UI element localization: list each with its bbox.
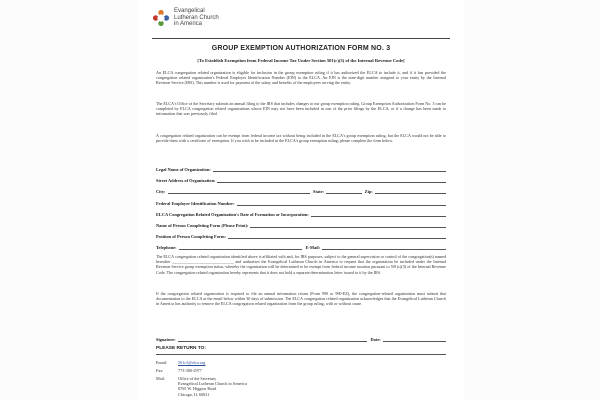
return-mail	[156, 376, 247, 397]
address-line: Office of the Secretary	[178, 376, 217, 381]
formation-row	[156, 211, 446, 217]
logo-line: in America	[174, 21, 203, 28]
field-label: Legal Name of Organization:	[156, 167, 211, 172]
street-row	[156, 177, 446, 183]
elca-logo	[152, 8, 219, 28]
legal-name-input[interactable]	[213, 167, 446, 172]
field-label: Federal Employer Identification Number:	[156, 201, 235, 206]
address-line: 8765 W. Higgins Road	[178, 386, 217, 392]
return-heading: PLEASE RETURN TO:	[156, 346, 207, 351]
email-input[interactable]	[322, 245, 446, 250]
form-title: GROUP EXEMPTION AUTHORIZATION FORM NO. 3	[211, 45, 391, 52]
form-document	[138, 0, 464, 400]
mail-address	[178, 376, 247, 397]
contact-label: Email:	[156, 360, 168, 365]
logo-wordmark	[174, 8, 219, 28]
telephone-input[interactable]	[179, 245, 303, 250]
field-label: City:	[156, 189, 166, 194]
zip-input[interactable]	[375, 189, 446, 194]
position-row	[156, 233, 446, 239]
address-line: Chicago, IL 60631	[178, 391, 210, 397]
position-input[interactable]	[228, 234, 446, 239]
formation-date-input[interactable]	[311, 212, 446, 217]
street-input[interactable]	[217, 178, 446, 183]
person-name-row	[156, 222, 446, 228]
city-input[interactable]	[168, 189, 311, 194]
field-label: ELCA Congregation Related Organization's Date of Formation or Incorporation:	[156, 212, 309, 217]
field-label: Telephone:	[156, 245, 177, 250]
field-label: Zip:	[364, 189, 373, 194]
ein-input[interactable]	[237, 201, 446, 206]
field-label: E-Mail:	[305, 245, 321, 250]
contact-row	[156, 244, 446, 250]
field-label: Date:	[370, 337, 381, 342]
address-line: Evangelical Lutheran Church in America	[178, 381, 247, 387]
cross-logo-icon	[152, 9, 170, 27]
header-rule	[152, 38, 450, 39]
person-name-input[interactable]	[250, 223, 446, 228]
signature-input[interactable]	[178, 337, 368, 342]
intro-paragraph: An ELCA congregation related organization is eligible for inclusion in the group exemption ruling if it has authorized the ELCA to include it, and if it has provided the congregation related organization's Federal Employer Identification Number (EIN) to the ELCA. An EIN is the nine-digit number assigned to your entity by the Internal Revenue Service (IRS). This number is used for payment of the salary and benefits of the employees serving the entity.	[156, 70, 446, 86]
date-input[interactable]	[383, 337, 446, 342]
field-label: Street Address of Organization:	[156, 178, 216, 183]
email-link[interactable]: 501c3@elca.org	[178, 360, 206, 365]
field-label: Name of Person Completing Form (Please Print):	[156, 223, 249, 228]
field-label: Signature:	[156, 337, 176, 342]
intro-paragraph: A congregation related organization can be exempt from federal income tax without being included in the ELCA's group exemption ruling, but the ELCA would not be able to provide them with a certificate of exemption. If you wish to be included in the ELCA's group exemption ruling, please complete the form below.	[156, 133, 446, 144]
logo-line: Evangelical	[174, 8, 205, 14]
return-fax	[156, 368, 202, 373]
signature-row	[156, 336, 446, 342]
return-rule	[156, 354, 446, 355]
field-label: Position of Person Completing Form:	[156, 234, 226, 239]
authorization-paragraph: If the congregation related organization is required to file an annual information return (Form 990 or 990-EZ), the congregation-related organization must submit that documentation to the ELCA at the email below within 30 days of submission. The ELCA congregation related organization acknowledges that the Evangelical Lutheran Church in America has authority to remove the ELCA congregation related organization from the group ruling, with or without cause.	[156, 291, 446, 307]
city-row	[156, 188, 446, 194]
contact-label: Mail:	[156, 376, 166, 381]
authorization-paragraph: The ELCA congregation related organization identified above is affiliated with and, for IRS purposes, subject to the general supervision or control of the congregation(s) named hereafter ______________________________ and authorizes the Evangelical Lutheran Church in America to request that the organization be included under the Internal Revenue Service group exemption status, whereby the organization will be determined to be exempt from federal income taxation pursuant to 501(c)(3) of the Internal Revenue Code. The congregation related organization hereby represents that it does not hold a separate determination letter issued to it by the IRS.	[156, 254, 446, 275]
fax-number: 773-380-2977	[178, 368, 202, 373]
logo-line: Lutheran Church	[174, 14, 219, 21]
return-email	[156, 360, 205, 365]
state-input[interactable]	[326, 189, 362, 194]
contact-label: Fax:	[156, 368, 164, 373]
ein-row	[156, 200, 446, 206]
form-subtitle: [To Establish Exemption from Federal Income Tax Under Section 501(c)(3) of the Internal Revenue Code]	[197, 58, 405, 63]
legal-name-row	[156, 166, 446, 172]
intro-paragraph: The ELCA's Office of the Secretary submits an annual filing to the IRS that includes changes to our group exemption ruling. Group Exemption Authorization Form No. 3 can be completed by ELCA congregation related organizations whose EIN may not have been included in one of the prior filings by the ELCA, or if a change has been made to information that was previously filed.	[156, 101, 446, 117]
field-label: State:	[313, 189, 325, 194]
